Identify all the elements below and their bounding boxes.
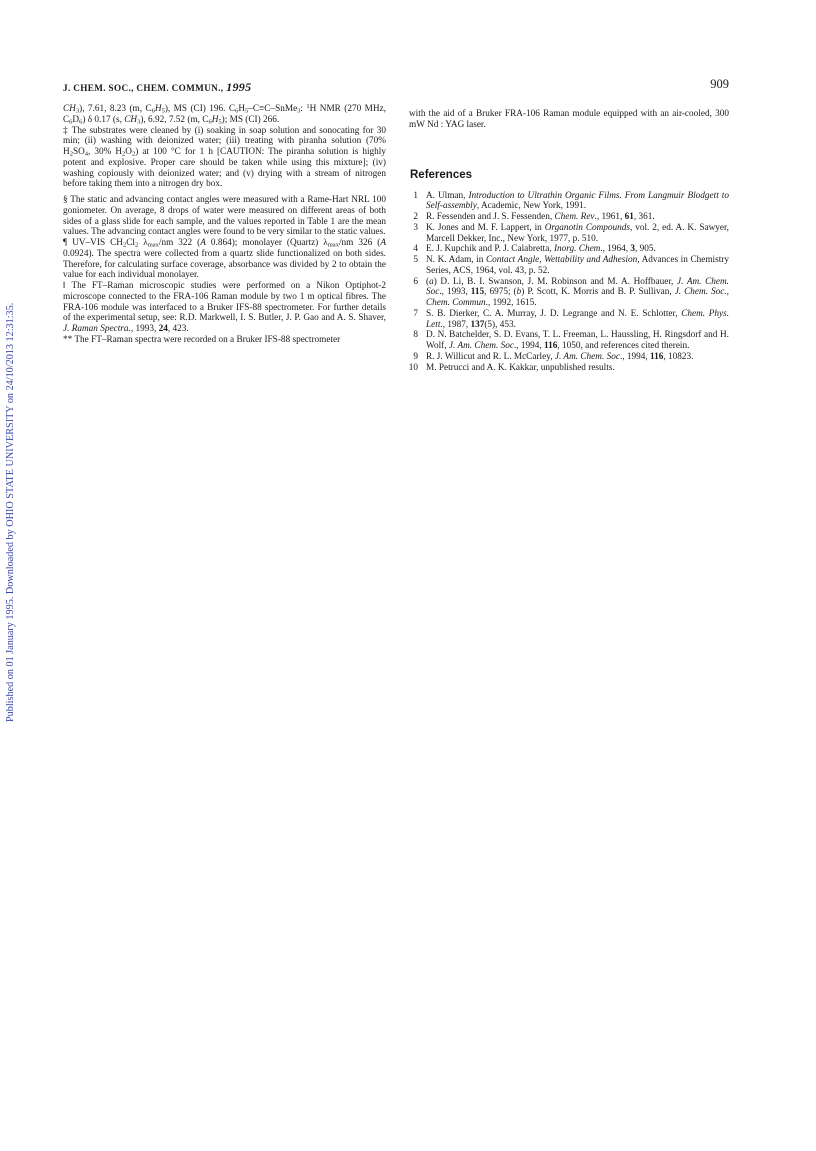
reference-item: 2 R. Fessenden and J. S. Fessenden, Chem. Rev., 1961, 61, 361. xyxy=(409,212,729,223)
footnote-ft-raman-spectra: ** The FT–Raman spectra were recorded on a Bruker IFS-88 spectrometer xyxy=(63,334,341,345)
reference-item: 6 (a) D. Li, B. I. Swanson, J. M. Robinson and M. A. Hoffbauer, J. Am. Chem. Soc., 1993, 115, 6975; (b) P. Scott, K. Morris and B. P. Sullivan, J. Chem. Soc., Chem. Commun., 1992, 1615. xyxy=(409,277,729,309)
reference-number: 3 xyxy=(413,222,418,233)
footnote-continuation: with the aid of a Bruker FRA-106 Raman module equipped with an air-cooled, 300 mW Nd : YAG laser. xyxy=(409,109,729,130)
reference-number: 7 xyxy=(413,308,418,319)
footnote-contact-angles: § The static and advancing contact angles were measured with a Rame-Hart NRL 100 goniometer. On average, 8 drops of water were measured on different areas of both sides of a glass slide for each sample, and the values reported in Table 1 are the mean values. The advancing contact angles were found to be very similar to the static values. xyxy=(63,195,386,238)
reference-number: 8 xyxy=(413,330,418,341)
reference-number: 1 xyxy=(413,190,418,201)
reference-item: 9 R. J. Willicut and R. L. McCarley, J. Am. Chem. Soc., 1994, 116, 10823. xyxy=(409,352,729,363)
reference-item: 3 K. Jones and M. F. Lappert, in Organotin Compounds, vol. 2, ed. A. K. Sawyer, Marcell Dekker, Inc., New York, 1977, p. 510. xyxy=(409,223,729,245)
reference-list xyxy=(409,191,729,374)
watermark-text: Published on 01 January 1995. Downloaded by OHIO STATE UNIVERSITY on 24/10/2013 12:31:35. xyxy=(5,302,16,722)
reference-number: 10 xyxy=(408,362,418,373)
references-column xyxy=(409,109,729,373)
reference-number: 6 xyxy=(413,276,418,287)
footnote-ft-raman-microscopy: ‖ The FT–Raman microscopic studies were performed on a Nikon Optiphot-2 microscope connected to the FRA-106 Raman module by two 1 m optical fibres. The FRA-106 module was interfaced to a Bruker IFS-88 spectrometer. For further details of the experimental setup, see: R.D. Markwell, I. S. Butler, J. P. Gao and A. S. Shaver, J. Raman Spectra., 1993, 24, 423. xyxy=(63,281,386,334)
footnotes-column xyxy=(63,104,386,346)
reference-number: 9 xyxy=(413,351,418,362)
page-number: 909 xyxy=(710,77,729,91)
reference-item: 4 E. J. Kupchik and P. J. Calabretta, Inorg. Chem., 1964, 3, 905. xyxy=(409,244,729,255)
footnote-uv-vis: ¶ UV–VIS $CH_2Cl_2$ $\lambda_{max}/nm$ 322 (A 0.864); monolayer (Quartz) $\lambda_{max}/nm$ 326 (A 0.0924). The spectra were collected from a quartz slide functionalized on both sides. Therefore, for calculating surface coverage, absorbance was divided by 2 to obtain the value for each individual monolayer. xyxy=(63,238,386,281)
reference-item: 8 D. N. Batchelder, S. D. Evans, T. L. Freeman, L. Haussling, H. Ringsdorf and H. Wolf, J. Am. Chem. Soc., 1994, 116, 1050, and references cited therein. xyxy=(409,330,729,352)
download-watermark xyxy=(4,262,18,722)
reference-item: 10 M. Petrucci and A. K. Kakkar, unpublished results. xyxy=(408,362,615,373)
reference-number: 5 xyxy=(413,255,418,265)
footnote-nmr-data: $CH_3$), 7.61, 8.23 (m, $C_6H_5$), MS (CI) 196. $C_6H_5-C\equiv C-SnMe_3$: $^1$H NMR (270 MHz, $C_6D_6$) δ 0.17 (s, $CH_3$), 6.92, 7.52 (m, $C_6H_5$); MS (CI) 266. xyxy=(63,103,386,126)
reference-number: 2 xyxy=(413,212,418,222)
reference-item: 1 A. Ulman, Introduction to Ultrathin Organic Films. From Langmuir Blodgett to Self-assembly, Academic, New York, 1991. xyxy=(409,191,729,213)
journal-name: J. CHEM. SOC., CHEM. COMMUN., 1995 xyxy=(63,80,252,94)
reference-item: 5 N. K. Adam, in Contact Angle, Wettability and Adhesion, Advances in Chemistry Series, ACS, 1964, vol. 43, p. 52. xyxy=(409,255,729,277)
references-heading: References xyxy=(410,168,473,181)
journal-year: 1995 xyxy=(226,80,252,94)
footnote-substrate-cleaning: ‡ The substrates were cleaned by (i) soaking in soap solution and sonocating for 30 min; (ii) washing with deionized water; (iii) treating with piranha solution (70% $H_2SO_4$, 30% $H_2O_2$) at 100 °C for 1 h [CAUTION: The piranha solution is highly potent and explosive. Proper care should be taken while using this mixture]; (iv) washing copiously with deionized water; and (v) drying with a stream of nitrogen before taking them into a nitrogen dry box. xyxy=(63,125,386,190)
reference-number: 4 xyxy=(413,244,418,255)
running-header xyxy=(63,79,735,95)
reference-item: 7 S. B. Dierker, C. A. Murray, J. D. Legrange and N. E. Schlotter, Chem. Phys. Lett., 1987, 137(5), 453. xyxy=(409,309,729,331)
